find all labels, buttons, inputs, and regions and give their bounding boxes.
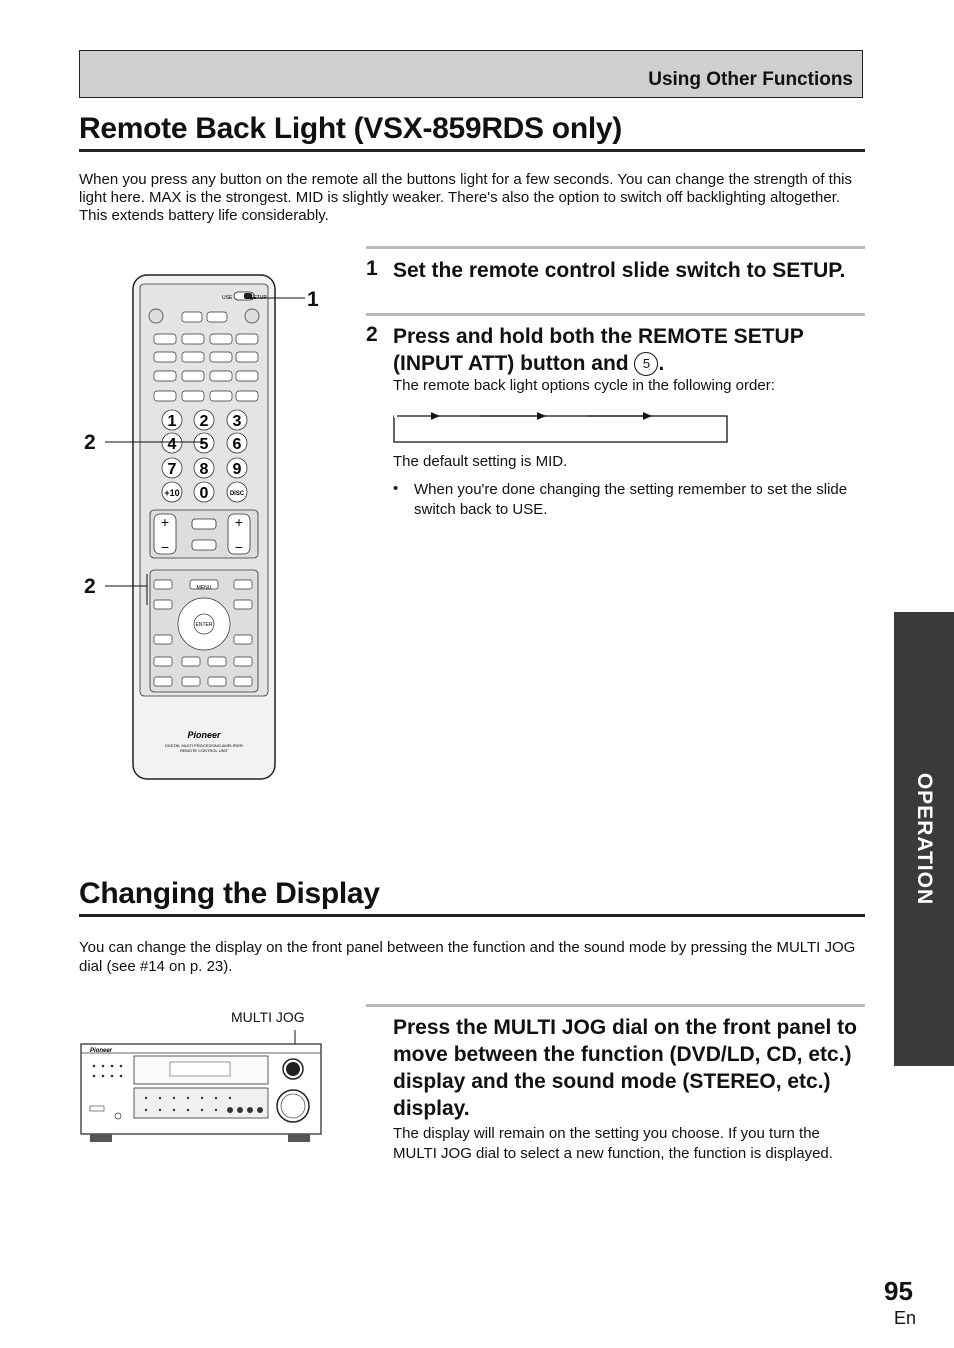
step-instruction: Press the MULTI JOG dial on the front panel to move between the function (DVD/LD, CD, etc.) display and the sound mode (STEREO, etc.) display. [393,1016,857,1120]
remote-key-disc: DISC [229,491,245,497]
callout-lines [95,285,315,605]
page-language: En [894,1308,917,1328]
receiver-front-panel-illustration [80,1026,325,1146]
remote-key-plus10: +10 [164,488,180,498]
section-title-changing-display: Changing the Display [79,877,380,910]
callout-2: 2 [84,431,96,454]
menu-label: MENU [196,585,212,591]
remote-key-2: 2 [199,413,209,430]
cycle-note: The remote back light options cycle in the following order: [393,377,775,394]
cycle-diagram [392,408,732,448]
step-instruction-text: Press and hold both the REMOTE SETUP (INPUT ATT) button and [393,325,804,375]
callout-2: 2 [84,575,96,598]
remote-brand-logo: Pioneer [187,730,221,740]
callout-1: 1 [307,288,319,311]
receiver-brand-logo: Pioneer [90,1048,113,1054]
svg-text:−: − [160,539,170,555]
multi-jog-label: MULTI JOG [231,1009,305,1025]
remote-key-1: 1 [167,413,177,430]
section-title-remote-back-light: Remote Back Light (VSX-859RDS only) [79,112,622,145]
section-intro: When you press any button on the remote all the buttons light for a few seconds. You can change the strength of this light here. MAX is the strongest. MID is slightly weaker. There's also the option to switch off backlighting altogether. This extends battery life considerably. [79,171,852,224]
remote-key-5: 5 [199,436,209,453]
title-rule [79,149,865,152]
circled-5-icon: 5 [634,352,658,376]
svg-text:+: + [234,514,244,530]
bullet-dot: • [393,480,399,497]
remote-key-7: 7 [167,461,177,478]
use-label: USE [222,295,233,301]
default-setting: The default setting is MID. [393,453,568,470]
page-number: 95 [884,1276,913,1306]
step-number: 2 [366,323,378,346]
remote-key-6: 6 [232,436,242,453]
bullet-text: When you're done changing the setting remember to set the slide switch back to USE. [414,481,848,518]
remote-key-8: 8 [199,461,209,478]
step-instruction: Set the remote control slide switch to SETUP. [393,259,846,282]
remote-key-9: 9 [232,461,242,478]
remote-key-4: 4 [167,436,177,453]
title-rule [79,914,865,917]
step-rule [366,313,865,316]
svg-text:−: − [234,539,244,555]
step-instruction: Press and hold both the REMOTE SETUP (INPUT ATT) button and 5 . [393,325,804,375]
section-header-bar [79,50,863,98]
step-rule [366,1004,865,1007]
step-number: 1 [366,257,378,280]
step-body: The display will remain on the setting you choose. If you turn the MULTI JOG dial to select a new function, the function is displayed. [393,1125,833,1162]
step-rule [366,246,865,249]
section-intro: You can change the display on the front panel between the function and the sound mode by pressing the MULTI JOG dial (see #14 on p. 23). [79,939,856,975]
remote-key-0: 0 [199,485,209,502]
svg-text:+: + [160,514,170,530]
side-tab-operation [894,612,954,1066]
setup-label: SETUP [250,295,267,301]
enter-label: ENTER [195,622,213,628]
remote-key-3: 3 [232,413,242,430]
side-tab-label: OPERATION [913,772,936,906]
remote-unit-text-1: DIGITAL MULTI PROCESSING AMPLIFIER [165,743,243,748]
section-header-label: Using Other Functions [648,69,853,90]
remote-unit-text-2: REMOTE CONTROL UNIT [179,748,229,753]
